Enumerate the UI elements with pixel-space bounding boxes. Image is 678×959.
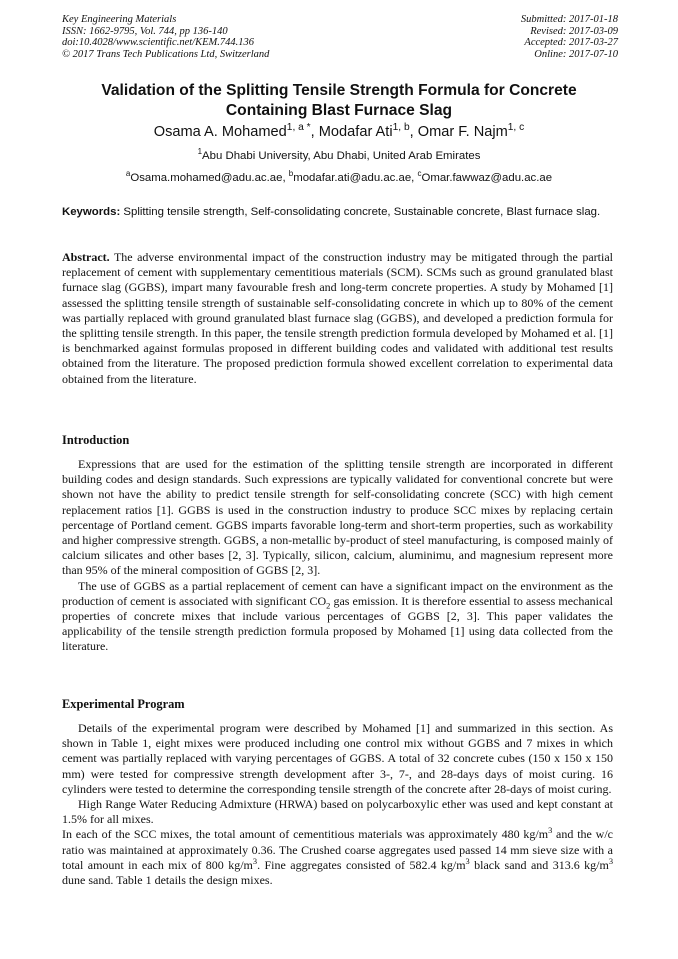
paragraph: Expressions that are used for the estimation of the splitting tensile strength are incorporated in different building codes and design standards. Such expressions are typically validated for conventional concrete but were shown not have the ability to predict tensile strength for self-consolidating concrete (SCC) with high cement replacement ratios [1]. GGBS is used in the construction industry to produce SCC mixes by replacing certain percentage of Portland cement. GGBS imparts favorable long-term and short-term properties, such as workability and higher compressive strength. GGBS, a non-metallic by-product of steel manufacturing, is composed mainly of calcium silicates and other bases [2, 3]. Typically, silicon, calcium, aluminimu, and magnesium represent more than 95% of the mineral composition of GGBS [2, 3]. bbox=[62, 457, 613, 578]
email-link[interactable]: modafar.ati@adu.ac.ae, bbox=[293, 172, 418, 184]
email-list bbox=[60, 169, 618, 184]
accepted-date: Accepted: 2017-03-27 bbox=[524, 37, 618, 49]
author-name: Osama A. Mohamed bbox=[153, 124, 287, 140]
email-marker: a bbox=[125, 169, 131, 179]
introduction-body bbox=[62, 457, 613, 655]
publication-dates bbox=[521, 14, 618, 60]
abstract-text: The adverse environmental impact of the construction industry may be mitigated through the partial replacement of cement with supplementary cementitious materials (SCM). SCMs such as ground granulated blast furnace slag (GGBS), impart many favourable fresh and long-term concrete properties. A study by Mohamed [1] assessed the splitting tensile strength of sustainable self-consolidating concrete in which up to 80% of the cement was partially replaced with ground granulated blast furnace slag (GGBS), and developed a prediction formula for the splitting tensile strength. In this paper, the tensile strength prediction formula developed by Mohamed et al. [1] is benchmarked against formulas proposed in different building codes and validated with additional test results obtained from the literature. The proposed prediction formula showed excellent correlation to experimental data obtained from the literature. bbox=[62, 250, 613, 386]
paragraph: High Range Water Reducing Admixture (HRWA) based on polycarboxylic ether was used and kept constant at 1.5% for all mixes. bbox=[62, 797, 613, 827]
superscript: 3 bbox=[252, 856, 258, 866]
paragraph-text: The use of GGBS as a partial replacement of cement can have a significant impact on the environment as the production of cement is associated with significant CO bbox=[62, 578, 613, 608]
paragraph-text: gas emission. It is therefore essential to assess mechanical properties of concrete mixes that include various percentages of GGBS [2, 3]. This paper validates the applicability of the tensile strength prediction formula proposed by Mohamed [1] using data collected from the literature. bbox=[62, 593, 613, 654]
author-name: Modafar Ati bbox=[318, 124, 393, 140]
superscript: 3 bbox=[608, 856, 613, 866]
email-marker: c bbox=[417, 169, 422, 179]
paragraph-text: In each of the SCC mixes, the total amount of cementitious materials was approximately 480 kg/m bbox=[62, 827, 549, 842]
paragraph bbox=[62, 579, 613, 655]
author-name: Omar F. Najm bbox=[417, 124, 508, 140]
title-line-2: Containing Blast Furnace Slag bbox=[225, 101, 453, 119]
author-marker: 1, c bbox=[507, 122, 525, 134]
email-link[interactable]: Osama.mohamed@adu.ac.ae, bbox=[130, 172, 289, 184]
experimental-body bbox=[62, 721, 613, 888]
title-line-1: Validation of the Splitting Tensile Strength Formula for Concrete bbox=[101, 82, 577, 99]
paragraph-text: black sand and 313.6 kg/m bbox=[469, 857, 609, 872]
author-separator: , bbox=[310, 124, 319, 140]
author-marker: 1, a * bbox=[286, 122, 311, 134]
paragraph-text: and the w/c ratio was maintained at approximately 0.36. The Crushed coarse aggregates used passed 14 mm sieve size with a total amount in each mix of 800 kg/m bbox=[62, 827, 613, 872]
superscript: 3 bbox=[548, 826, 553, 836]
copyright: © 2017 Trans Tech Publications Ltd, Switzerland bbox=[62, 48, 270, 60]
revised-date: Revised: 2017-03-09 bbox=[530, 25, 618, 37]
experimental-heading: Experimental Program bbox=[62, 697, 185, 711]
abstract bbox=[62, 250, 613, 387]
author-list bbox=[60, 124, 618, 140]
journal-info bbox=[62, 14, 269, 60]
author-separator: , bbox=[409, 124, 418, 140]
email-link[interactable]: Omar.fawwaz@adu.ac.ae bbox=[421, 172, 553, 184]
abstract-label: Abstract. bbox=[62, 250, 110, 264]
submitted-date: Submitted: 2017-01-18 bbox=[520, 14, 618, 25]
subscript: 2 bbox=[326, 601, 331, 611]
paragraph-text: dune sand. Table 1 details the design mixes. bbox=[62, 873, 273, 888]
journal-name: Key Engineering Materials bbox=[62, 14, 177, 25]
affiliation-marker: 1 bbox=[197, 147, 203, 157]
doi: doi:10.4028/www.scientific.net/KEM.744.136 bbox=[62, 37, 254, 49]
keywords bbox=[62, 205, 613, 220]
affiliation bbox=[60, 147, 618, 162]
issn: ISSN: 1662-9795, Vol. 744, pp 136-140 bbox=[62, 25, 228, 37]
paragraph bbox=[62, 827, 613, 888]
affiliation-text: Abu Dhabi University, Abu Dhabi, United Arab Emirates bbox=[202, 150, 481, 162]
author-marker: 1, b bbox=[392, 122, 410, 134]
keywords-text: Splitting tensile strength, Self-consolidating concrete, Sustainable concrete, Blast furnace slag. bbox=[120, 206, 601, 218]
introduction-heading: Introduction bbox=[62, 433, 130, 447]
keywords-label: Keywords: bbox=[62, 206, 121, 218]
paragraph-text: . Fine aggregates consisted of 582.4 kg/m bbox=[257, 857, 466, 872]
paper-title bbox=[60, 81, 618, 120]
email-marker: b bbox=[288, 169, 294, 179]
paragraph: Details of the experimental program were described by Mohamed [1] and summarized in this section. As shown in Table 1, eight mixes were produced including one control mix without GGBS and 7 mixes in which cement was partially replaced with varying percentages of GGBS. A total of 32 concrete cubes (150 x 150 x 150 mm) were tested for compressive strength development after 3-, 7-, and 28-days days of moist curing. 16 cylinders were tested to determine the corresponding tensile strength of the concrete after 28-days of moist curing. bbox=[62, 721, 613, 796]
superscript: 3 bbox=[465, 856, 470, 866]
online-date: Online: 2017-07-10 bbox=[534, 48, 618, 60]
